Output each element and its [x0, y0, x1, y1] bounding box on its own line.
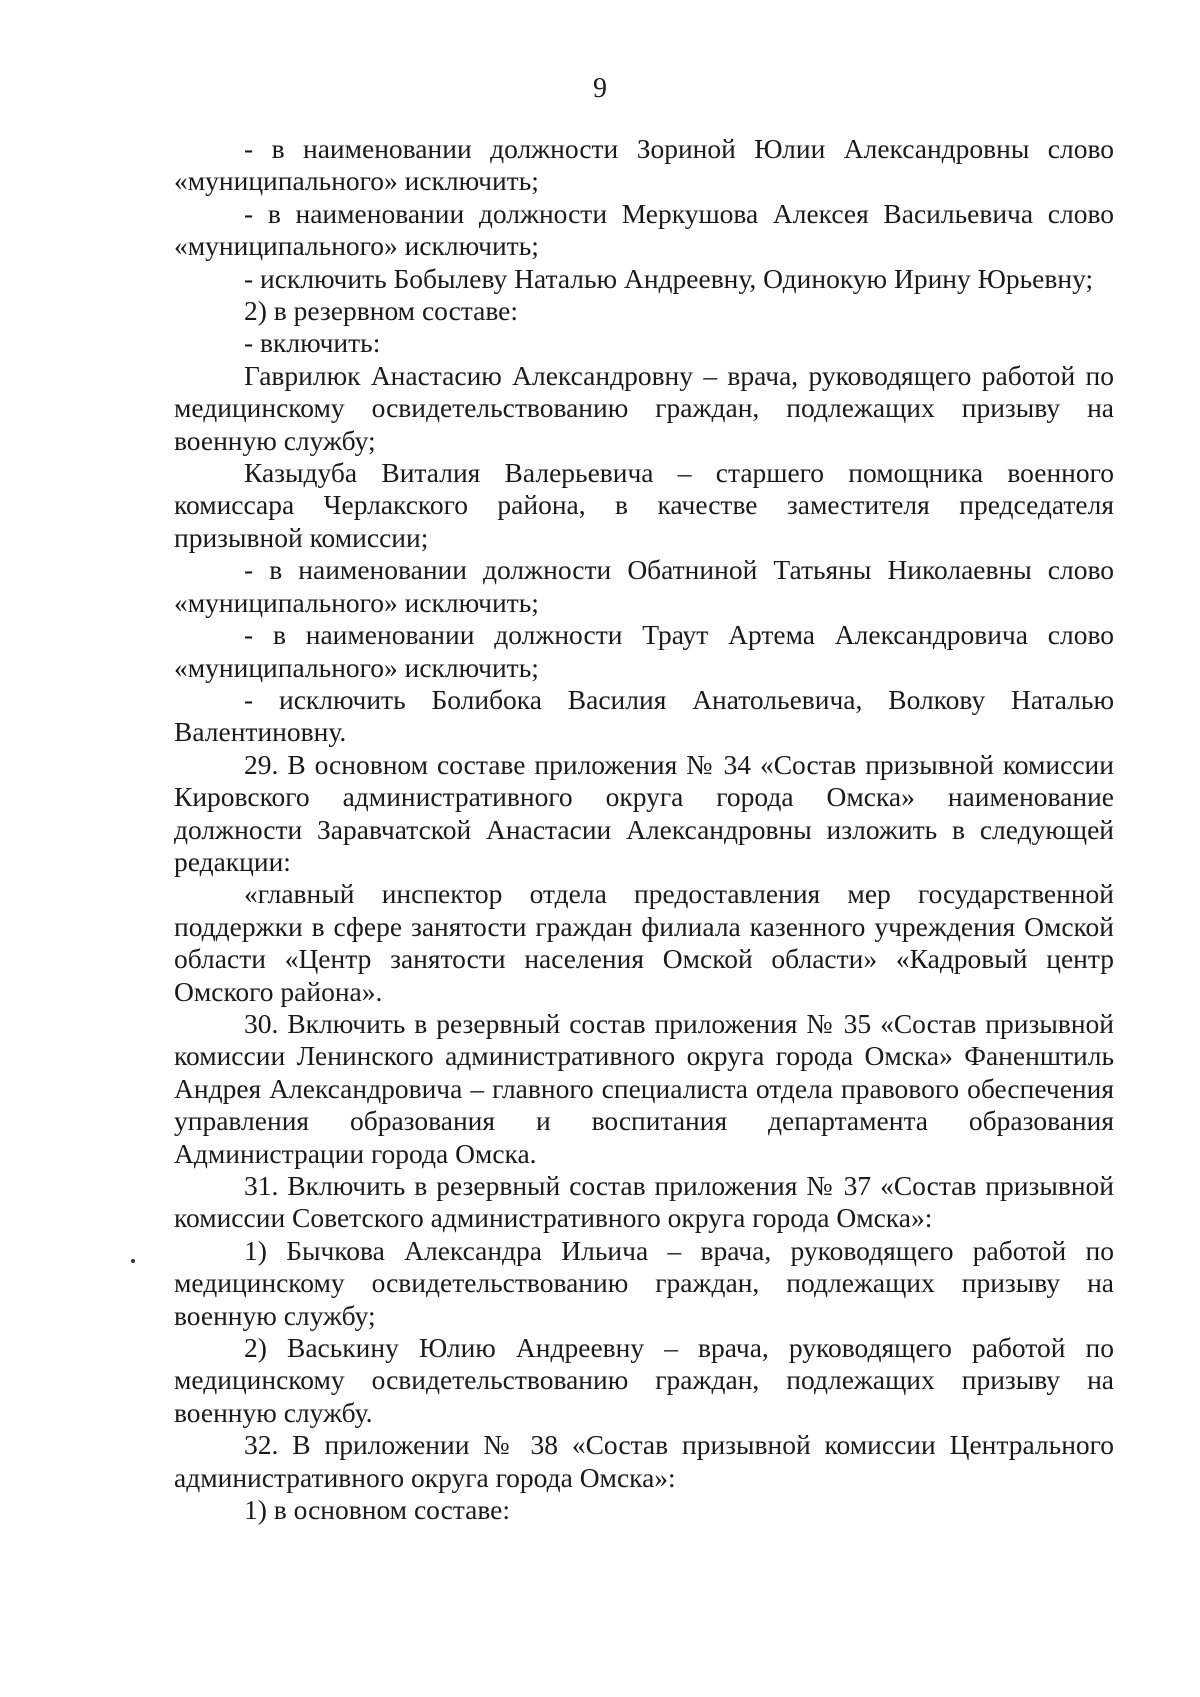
paragraph: 30. Включить в резервный состав приложения № 35 «Состав призывной комиссии Ленинского административного округа города Омска» Фаненштиль Андрея Александровича – главного специалиста отдела правового обеспечения управления образования и воспитания департамента образования Администрации города Омска.	[174, 1007, 1114, 1169]
paragraph: 2) в резервном составе:	[244, 295, 519, 327]
paragraph: 31. Включить в резервный состав приложения № 37 «Состав призывной комиссии Советского административного округа города Омска»:	[174, 1170, 1114, 1234]
paragraph: - в наименовании должности Меркушова Алексея Васильевича слово «муниципального» исключить;	[174, 197, 1114, 262]
page-number: 9	[593, 73, 607, 104]
paragraph: - в наименовании должности Зориной Юлии Александровны слово «муниципального» исключить;	[174, 133, 1114, 197]
paragraph: - в наименовании должности Траут Артема Александровича слово «муниципального» исключить;	[174, 619, 1114, 683]
paragraph: 1) Бычкова Александра Ильича – врача, руководящего работой по медицинскому освидетельствованию граждан, подлежащих призыву на военную службу;	[174, 1234, 1114, 1331]
paragraph: - исключить Бобылеву Наталью Андреевну, Одинокую Ирину Юрьевну;	[244, 262, 1094, 294]
paragraph: 1) в основном составе:	[244, 1494, 511, 1526]
scan-speck	[131, 1259, 135, 1263]
paragraph: - исключить Болибока Василия Анатольевича, Волкову Наталью Валентиновну.	[174, 683, 1114, 748]
paragraph: - включить:	[244, 327, 381, 359]
paragraph: 2) Васькину Юлию Андреевну – врача, руководящего работой по медицинскому освидетельствованию граждан, подлежащих призыву на военную службу.	[174, 1332, 1114, 1428]
document-body	[174, 133, 1114, 1526]
paragraph: «главный инспектор отдела предоставления мер государственной поддержки в сфере занятости граждан филиала казенного учреждения Омской области «Центр занятости населения Омской области» «Кадровый центр Омского района».	[174, 878, 1114, 1007]
paragraph: 32. В приложении № 38 «Состав призывной комиссии Центрального административного округа города Омска»:	[174, 1429, 1114, 1493]
paragraph: Казыдуба Виталия Валерьевича – старшего помощника военного комиссара Черлакского района, в качестве заместителя председателя призывной комиссии;	[174, 457, 1114, 553]
paragraph: Гаврилюк Анастасию Александровну – врача, руководящего работой по медицинскому освидетельствованию граждан, подлежащих призыву на военную службу;	[174, 359, 1114, 456]
paragraph: - в наименовании должности Обатниной Татьяны Николаевны слово «муниципального» исключить;	[174, 554, 1114, 618]
paragraph: 29. В основном составе приложения № 34 «Состав призывной комиссии Кировского административного округа города Омска» наименование должности Заравчатской Анастасии Александровны изложить в следующей редакции:	[174, 748, 1114, 877]
